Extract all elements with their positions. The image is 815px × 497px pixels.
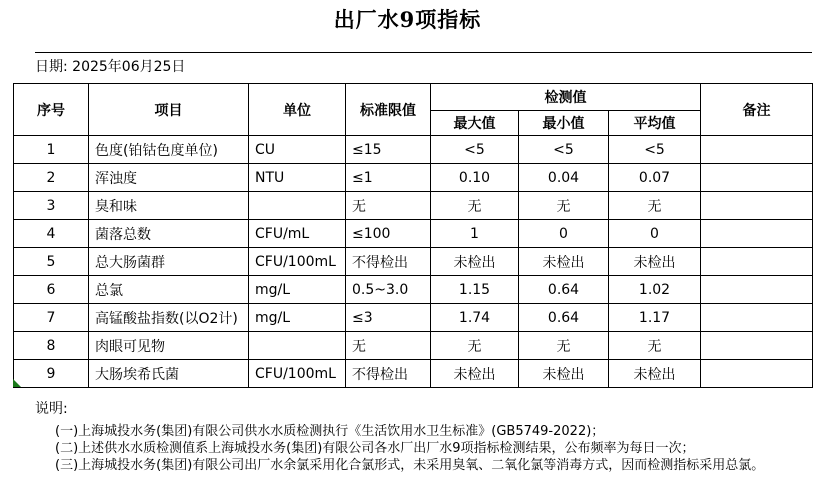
cell-limit: ≤3 (346, 304, 431, 332)
cell-item: 总大肠菌群 (89, 248, 249, 276)
cell-remark (701, 360, 813, 388)
cell-max: 1.74 (431, 304, 519, 332)
table-row (14, 360, 813, 388)
cell-remark (701, 192, 813, 220)
cell-item: 臭和味 (89, 192, 249, 220)
notes-label: 说明: (35, 401, 68, 417)
cell-index: 3 (14, 192, 89, 220)
cell-item: 大肠埃希氏菌 (89, 360, 249, 388)
cell-limit: 不得检出 (346, 248, 431, 276)
cell-unit: CFU/mL (249, 220, 346, 248)
cell-item: 高锰酸盐指数(以O2计) (89, 304, 249, 332)
cell-min: 0 (519, 220, 609, 248)
table-row (14, 220, 813, 248)
cell-limit: 0.5~3.0 (346, 276, 431, 304)
header-index: 序号 (14, 84, 89, 136)
cell-avg: 未检出 (609, 360, 701, 388)
header-remark: 备注 (701, 84, 813, 136)
page-title: 出厂水9项指标 (333, 7, 482, 32)
cell-index: 4 (14, 220, 89, 248)
cell-item: 总氯 (89, 276, 249, 304)
table-row (14, 164, 813, 192)
cell-avg: <5 (609, 136, 701, 164)
cell-unit: CFU/100mL (249, 360, 346, 388)
cell-limit: ≤15 (346, 136, 431, 164)
header-limit: 标准限值 (346, 84, 431, 136)
table-row (14, 192, 813, 220)
cell-index: 6 (14, 276, 89, 304)
cell-index: 5 (14, 248, 89, 276)
cell-min: 0.64 (519, 276, 609, 304)
cell-unit (249, 332, 346, 360)
cell-avg: 无 (609, 192, 701, 220)
note-line: (二)上述供水水质检测值系上海城投水务(集团)有限公司各水厂出厂水9项指标检测结果，公布频率为每日一次； (55, 441, 695, 456)
cell-avg: 未检出 (609, 248, 701, 276)
table-row (14, 248, 813, 276)
cell-max: 无 (431, 332, 519, 360)
cell-max: 未检出 (431, 360, 519, 388)
header-min: 最小值 (519, 111, 609, 136)
cell-unit: CFU/100mL (249, 248, 346, 276)
table-row (14, 136, 813, 164)
header-avg: 平均值 (609, 111, 701, 136)
cell-min: 未检出 (519, 248, 609, 276)
date-divider-line (35, 52, 812, 53)
report-date: 日期: 2025年06月25日 (35, 59, 186, 75)
cell-min: 未检出 (519, 360, 609, 388)
cell-remark (701, 332, 813, 360)
cell-index: 8 (14, 332, 89, 360)
cell-remark (701, 136, 813, 164)
cell-min: 0.04 (519, 164, 609, 192)
header-max: 最大值 (431, 111, 519, 136)
cell-unit: CU (249, 136, 346, 164)
note-line: (三)上海城投水务(集团)有限公司出厂水余氯采用化合氯形式，未采用臭氧、二氧化氯等消毒方式，因而检测指标采用总氯。 (55, 458, 765, 473)
cell-item: 浑浊度 (89, 164, 249, 192)
cell-remark (701, 248, 813, 276)
cell-limit: 不得检出 (346, 360, 431, 388)
indicators-table-body (14, 136, 813, 388)
cell-index: 7 (14, 304, 89, 332)
cell-min: <5 (519, 136, 609, 164)
cell-remark (701, 220, 813, 248)
cell-min: 0.64 (519, 304, 609, 332)
cell-remark (701, 164, 813, 192)
table-row (14, 276, 813, 304)
cell-limit: ≤1 (346, 164, 431, 192)
cell-index: 9 (14, 360, 89, 388)
cell-avg: 0 (609, 220, 701, 248)
cell-avg: 1.17 (609, 304, 701, 332)
header-unit: 单位 (249, 84, 346, 136)
cell-max: 1 (431, 220, 519, 248)
indicators-table (13, 83, 813, 388)
cell-unit: mg/L (249, 276, 346, 304)
cell-remark (701, 276, 813, 304)
cell-unit: NTU (249, 164, 346, 192)
cell-remark (701, 304, 813, 332)
cell-avg: 1.02 (609, 276, 701, 304)
cell-max: 无 (431, 192, 519, 220)
cell-max: 0.10 (431, 164, 519, 192)
header-item: 项目 (89, 84, 249, 136)
note-line: (一)上海城投水务(集团)有限公司供水水质检测执行《生活饮用水卫生标准》(GB5749-2022)； (55, 424, 605, 439)
table-row (14, 304, 813, 332)
header-detection: 检测值 (431, 84, 701, 111)
cell-limit: 无 (346, 332, 431, 360)
cell-avg: 0.07 (609, 164, 701, 192)
cell-unit (249, 192, 346, 220)
cell-limit: ≤100 (346, 220, 431, 248)
table-row (14, 332, 813, 360)
cell-limit: 无 (346, 192, 431, 220)
cell-index: 2 (14, 164, 89, 192)
cell-item: 肉眼可见物 (89, 332, 249, 360)
cell-max: 未检出 (431, 248, 519, 276)
cell-item: 色度(铂钴色度单位) (89, 136, 249, 164)
cell-unit: mg/L (249, 304, 346, 332)
cell-item: 菌落总数 (89, 220, 249, 248)
cell-max: 1.15 (431, 276, 519, 304)
cell-index: 1 (14, 136, 89, 164)
cell-min: 无 (519, 332, 609, 360)
notes-list (55, 423, 764, 474)
cell-avg: 无 (609, 332, 701, 360)
cell-min: 无 (519, 192, 609, 220)
cell-max: <5 (431, 136, 519, 164)
